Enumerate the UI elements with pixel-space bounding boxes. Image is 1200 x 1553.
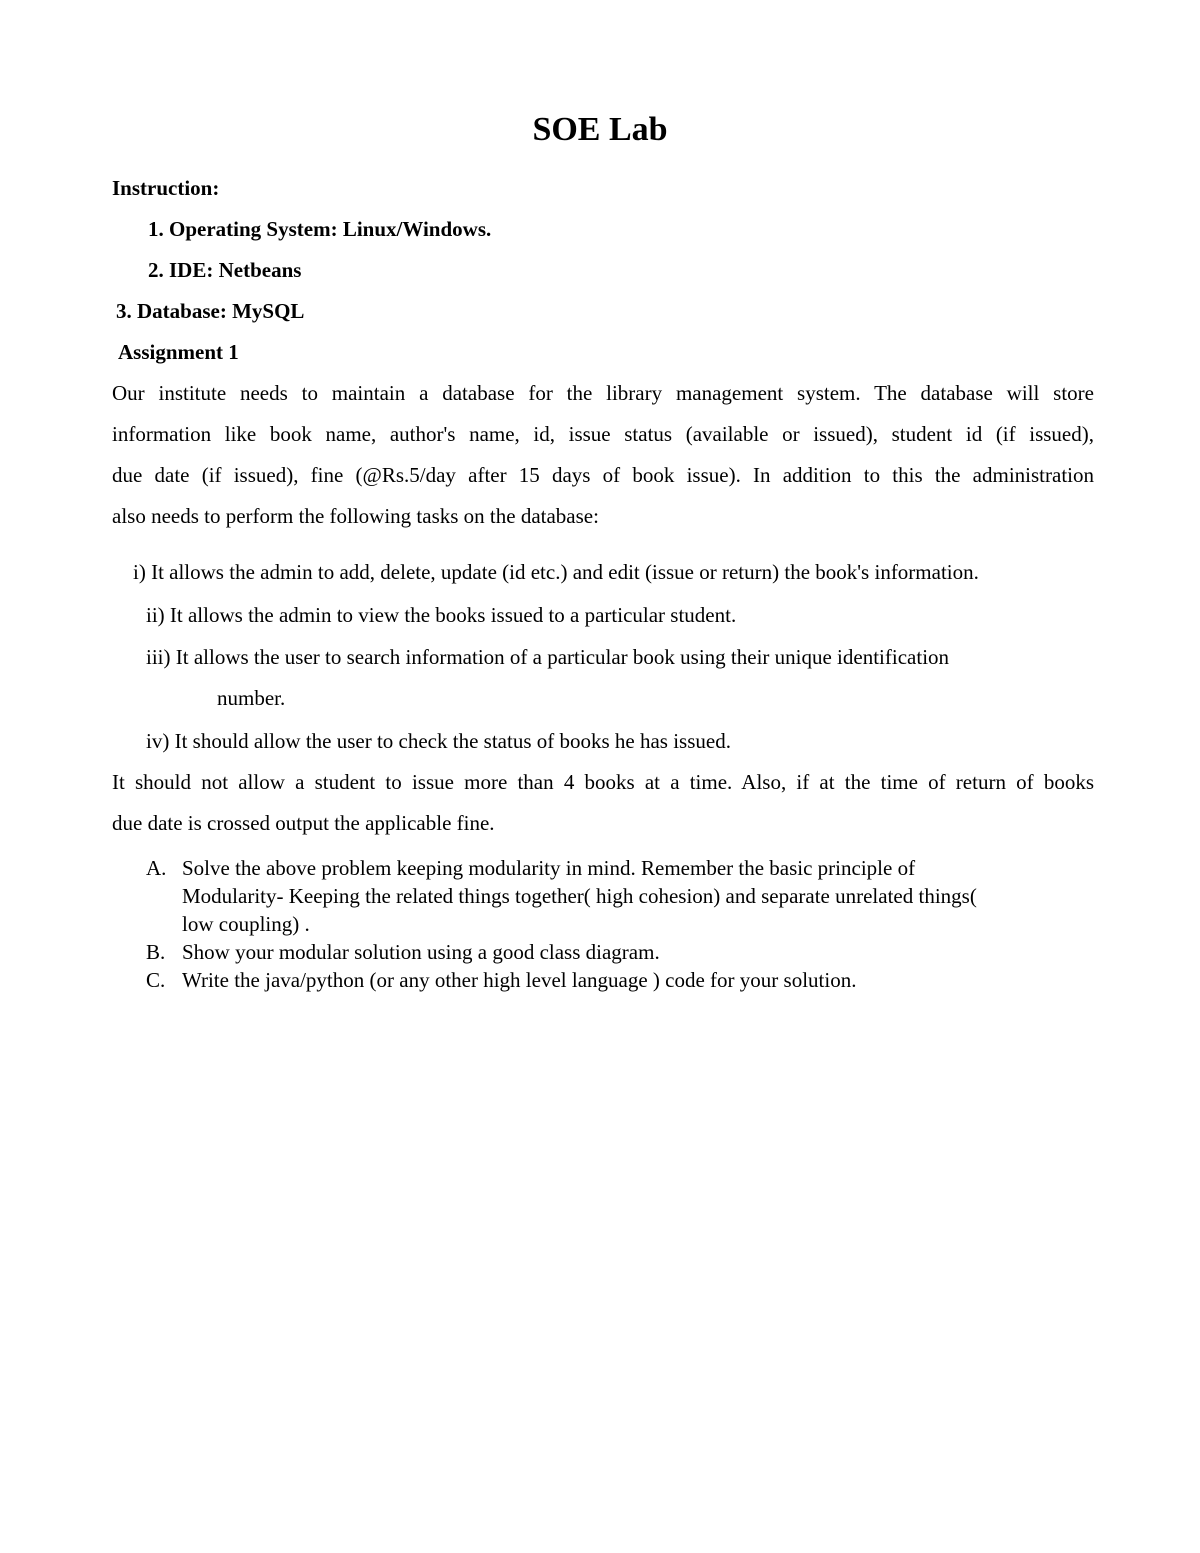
lettered-item-a (146, 854, 1106, 938)
lettered-item-c (146, 966, 1106, 994)
instruction-heading: Instruction: (112, 176, 220, 200)
lettered-item-line: Solve the above problem keeping modularity in mind. Remember the basic principle of (182, 856, 916, 880)
lettered-item-marker: C. (146, 968, 166, 992)
lettered-item-line: Modularity- Keeping the related things together( high cohesion) and separate unrelated things( (182, 884, 977, 908)
intro-line: information like book name, author's name, id, issue status (available or issued), student id (if issued), (112, 422, 1094, 446)
task-item-1: i) It allows the admin to add, delete, update (id etc.) and edit (issue or return) the book's information. (133, 560, 979, 584)
task-item-3: iii) It allows the user to search information of a particular book using their unique identification (146, 645, 950, 669)
instruction-item-os: 1. Operating System: Linux/Windows. (148, 217, 492, 241)
assignment-heading: Assignment 1 (118, 340, 239, 364)
intro-paragraph (112, 373, 1094, 537)
lettered-item-marker: B. (146, 940, 166, 964)
lettered-item-marker: A. (146, 856, 167, 880)
lettered-item-b (146, 938, 1106, 966)
lettered-item-line: Show your modular solution using a good class diagram. (182, 940, 660, 964)
instruction-item-database: 3. Database: MySQL (116, 299, 305, 323)
constraint-paragraph (112, 762, 1094, 844)
lettered-item-line: low coupling) . (182, 912, 310, 936)
task-item-3-continuation: number. (217, 686, 286, 710)
instruction-item-ide: 2. IDE: Netbeans (148, 258, 302, 282)
intro-line: due date (if issued), fine (@Rs.5/day after 15 days of book issue). In addition to this the administration (112, 463, 1094, 487)
page-title: SOE Lab (532, 111, 668, 148)
task-item-2: ii) It allows the admin to view the books issued to a particular student. (146, 603, 737, 627)
task-item-4: iv) It should allow the user to check the status of books he has issued. (146, 729, 731, 753)
constraint-line: It should not allow a student to issue more than 4 books at a time. Also, if at the time of return of books (112, 770, 1094, 794)
constraint-line: due date is crossed output the applicable fine. (112, 811, 495, 835)
intro-line: Our institute needs to maintain a database for the library management system. The database will store (112, 381, 1094, 405)
lettered-item-line: Write the java/python (or any other high level language ) code for your solution. (182, 968, 857, 992)
intro-line: also needs to perform the following tasks on the database: (112, 504, 599, 528)
